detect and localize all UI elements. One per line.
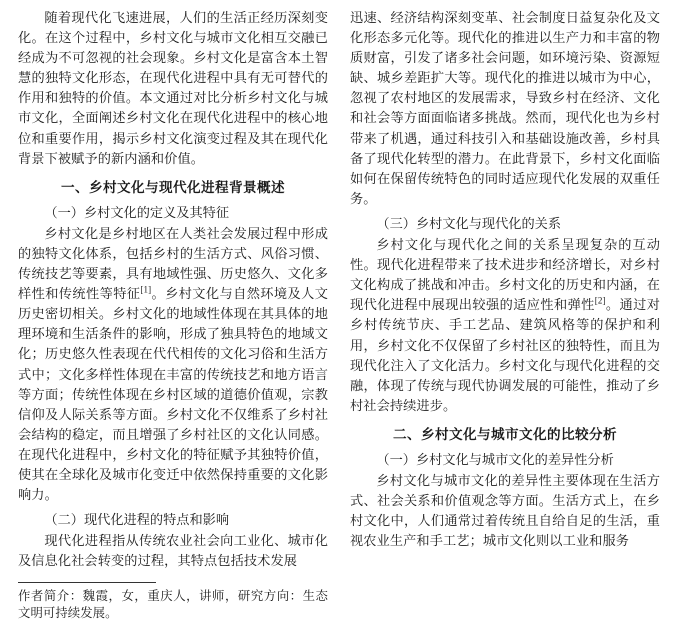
paragraph-1-1-1-part1: 乡村文化是乡村地区在人类社会发展过程中形成的独特文化体系，包括乡村的生活方式、风俗习惯、传统技艺等要素，具有地域性强、历史悠久、文化多样性和传统性等特征 [18, 225, 328, 302]
paragraph-1-3-1 [350, 235, 660, 416]
subheading-1-1: （一）乡村文化的定义及其特征 [44, 204, 230, 220]
paragraph-1-2-2: 迅速、经济结构深刻变革、社会制度日益复杂化及文化形态多元化等。现代化的推进以生产力和丰富的物质财富，引发了诸多社会问题，如环境污染、资源短缺、城乡差距扩大等。现代化的推进以城市为中心，忽视了农村地区的发展需求，导致乡村在经济、文化和社会等方面面临诸多挑战。然而，现代化也为乡村带来了机遇，通过科技引入和基础设施改善，乡村具备了现代化转型的潜力。在此背景下，乡村文化面临如何在保留传统特色的同时适应现代化发展的双重任务。 [350, 10, 660, 206]
subheading-2-1: （一）乡村文化与城市文化的差异性分析 [376, 451, 614, 467]
paragraph-1-3-1-part1: 乡村文化与现代化之间的关系呈现复杂的互动性。现代化进程带来了技术进步和经济增长，对乡村文化构成了挑战和冲击。乡村文化的历史和内涵，在现代化进程中展现出较强的适应性和弹性 [350, 237, 660, 313]
section-heading-2: 二、乡村文化与城市文化的比较分析 [393, 426, 617, 442]
intro-paragraph-1: 随着现代化飞速进展，人们的生活正经历深刻变化。在这个过程中，乡村文化与城市文化相互交融已经成为不可忽视的社会现象。乡村文化是富含本土智慧的独特文化形态，在现代化进程中具有无可替代的作用和独特的价值。本文通过对比分析乡村文化与城市文化，全面阐述乡村文化在现代化进程中的核心地位和重要作用，揭示乡村文化演变过程及其在现代化背景下被赋予的新内涵和价值。 [18, 10, 328, 166]
subheading-1-2: （二）现代化进程的特点和影响 [44, 512, 230, 528]
author-bio-footnote: 作者简介：魏霞，女，重庆人，讲师，研究方向：生态文明可持续发展。 [18, 589, 328, 620]
right-column [350, 8, 660, 578]
footnote-area [18, 582, 328, 622]
section-heading-1: 一、乡村文化与现代化进程背景概述 [61, 179, 285, 195]
paragraph-1-1-1-part2: 。乡村文化与自然环境及人文历史密切相关。乡村文化的地域性体现在其具体的地理环境和生活条件的影响，形成了独具特色的地域文化；历史悠久性表现在代代相传的文化习俗和生活方式中；文化多样性体现在丰富的传统技艺和地方语言等方面；传统性体现在乡村区域的道德价值观，宗教信仰及人际关系等方面。乡村文化不仅维系了乡村社会结构的稳定，而且增强了乡村社区的文化认同感。在现代化进程中，乡村文化的特征赋予其独特价值，使其在全球化及城市化变迁中依然保持重要的文化影响力。 [18, 286, 328, 503]
citation-marker-2: [2] [594, 295, 606, 306]
paragraph-1-3-1-part2: 。通过对乡村传统节庆、手工艺品、建筑风格等的保护和利用，乡村文化不仅保留了乡村社区的独特性，而且为现代化注入了文化活力。乡村文化与现代化进程的交融，体现了传统与现代协调发展的可能性，推动了乡村社会持续进步。 [350, 297, 660, 413]
paragraph-1-2-1: 现代化进程指从传统农业社会向工业化、城市化及信息化社会转变的过程，其特点包括技术发展 [18, 533, 328, 569]
two-column-body [18, 8, 665, 578]
paragraph-2-1-1: 乡村文化与城市文化的差异性主要体现在生活方式、社会关系和价值观念等方面。生活方式上，在乡村文化中，人们通常过着传统且自给自足的生活，重视农业生产和手工艺；城市文化则以工业和服务 [350, 472, 660, 549]
left-column [18, 8, 328, 578]
paragraph-1-1-1 [18, 224, 328, 505]
footnote-divider [18, 582, 156, 583]
citation-marker-1: [1] [140, 284, 152, 295]
subheading-1-3: （三）乡村文化与现代化的关系 [376, 215, 562, 231]
